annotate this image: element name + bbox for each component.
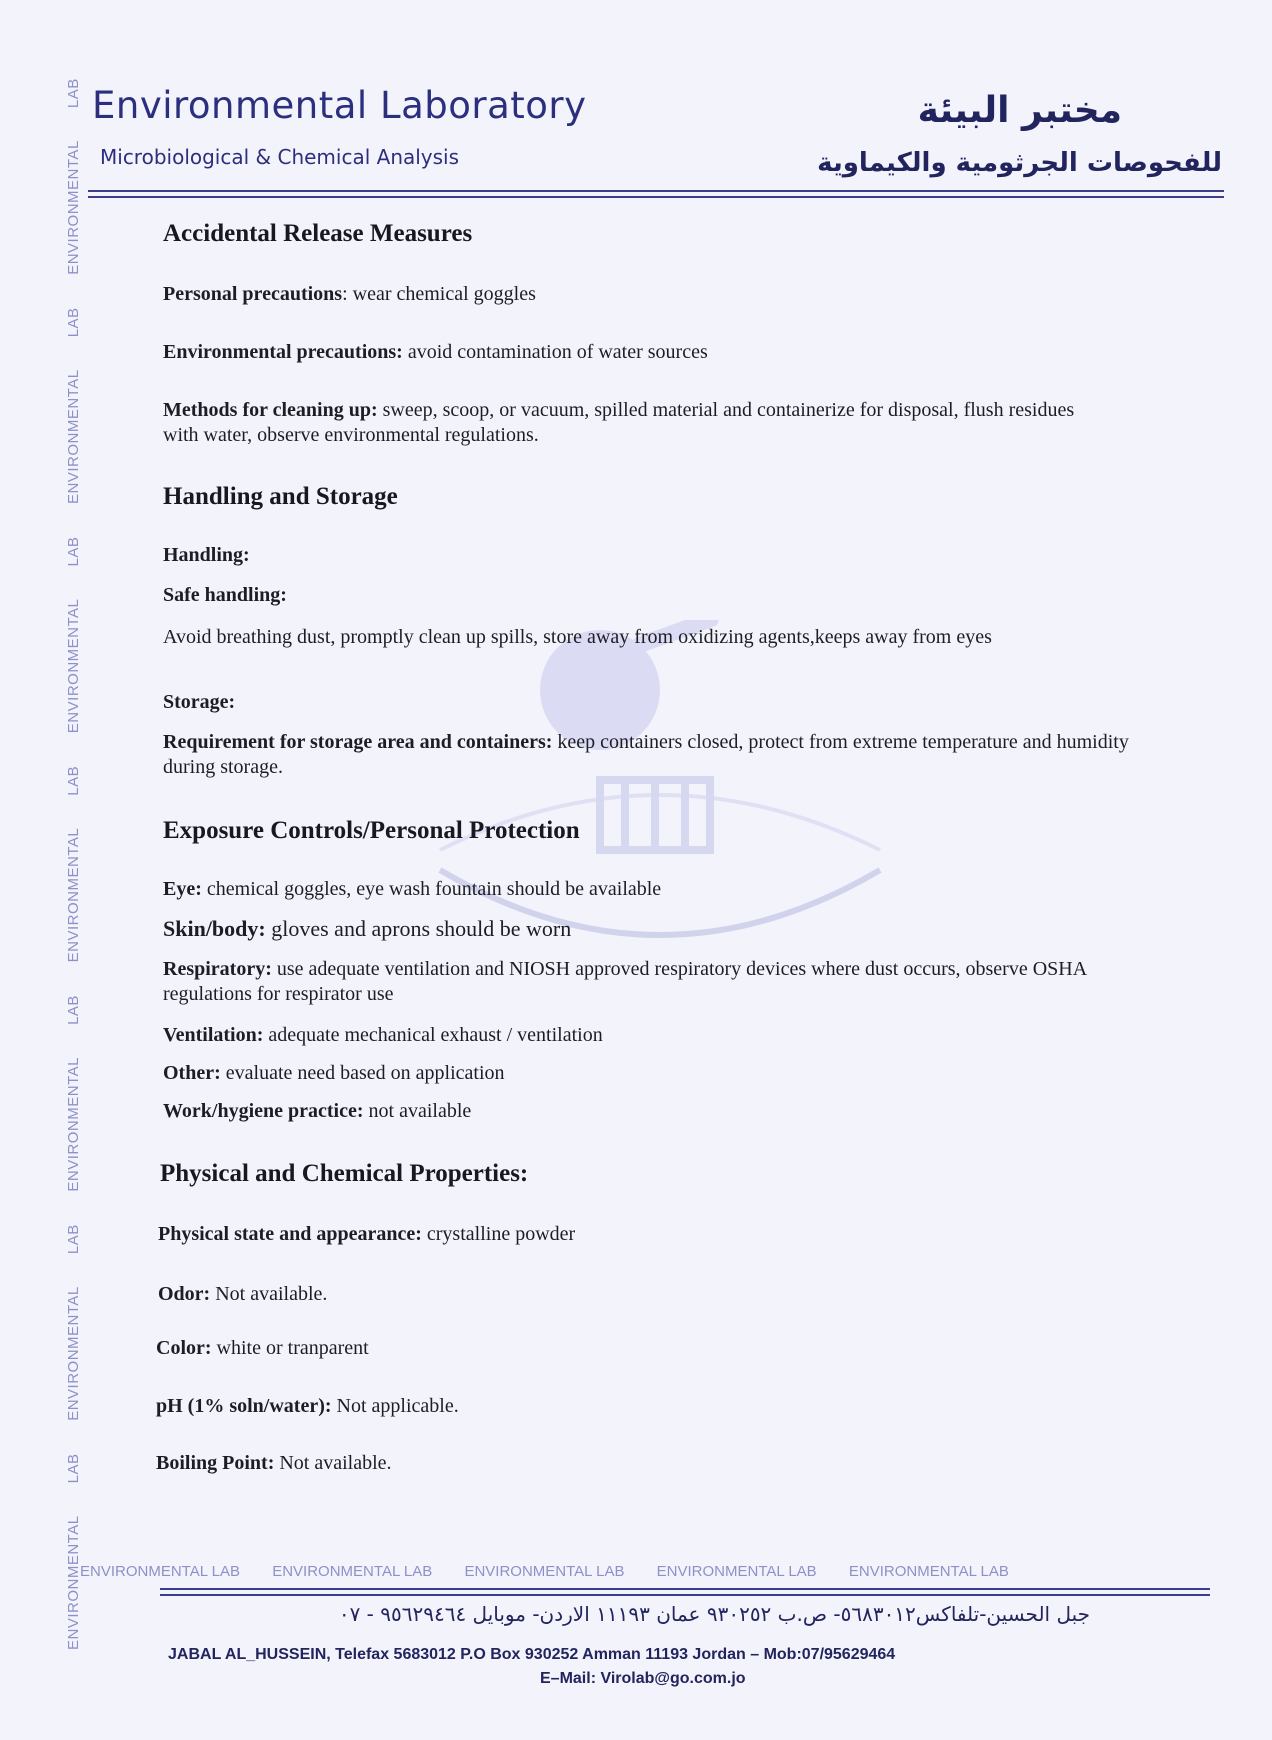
label-color: Color:: [156, 1337, 212, 1359]
environmental-precautions: [163, 340, 1143, 365]
respiratory-protection: [163, 957, 1123, 1007]
label-ph: pH (1% soln/water):: [156, 1395, 332, 1417]
safe-handling-heading: [163, 583, 287, 608]
safe-handling-text: Avoid breathing dust, promptly clean up spills, store away from oxidizing agents,keeps away from eyes: [163, 626, 992, 648]
personal-precautions: [163, 282, 1143, 307]
color: [156, 1336, 1136, 1361]
label-odor: Odor:: [158, 1283, 211, 1305]
value-boiling-point: Not available.: [274, 1452, 392, 1474]
brand-title-english: Environmental Laboratory: [92, 84, 587, 127]
footer-watermark-item: ENVIRONMENTAL LAB: [464, 1563, 625, 1580]
section-title-handling: Handling and Storage: [163, 483, 398, 510]
section-title-exposure: Exposure Controls/Personal Protection: [163, 817, 580, 844]
storage-heading: [163, 690, 235, 715]
handling-heading: [163, 543, 250, 568]
value-ventilation: adequate mechanical exhaust / ventilation: [263, 1024, 603, 1046]
footer-address: JABAL AL_HUSSEIN, Telefax 5683012 P.O Box 930252 Amman 11193 Jordan – Mob:07/95629464: [168, 1646, 896, 1663]
odor: [158, 1282, 1138, 1307]
value-environmental: avoid contamination of water sources: [402, 341, 708, 363]
value-work-hygiene: not available: [363, 1100, 472, 1122]
footer-watermark-item: ENVIRONMENTAL LAB: [656, 1563, 817, 1580]
header-divider-line: [88, 190, 1224, 192]
label-eye: Eye:: [163, 878, 202, 900]
work-hygiene: [163, 1099, 1143, 1124]
footer-watermark-item: ENVIRONMENTAL LAB: [80, 1563, 241, 1580]
label-cleaning: Methods for cleaning up:: [163, 399, 378, 421]
value-other: evaluate need based on application: [220, 1062, 505, 1084]
label-skin: Skin/body:: [163, 916, 266, 941]
footer-watermark-item: ENVIRONMENTAL LAB: [848, 1563, 1009, 1580]
footer-watermark-item: ENVIRONMENTAL LAB: [272, 1563, 433, 1580]
ventilation: [163, 1023, 1143, 1048]
label-handling: Handling:: [163, 544, 250, 566]
footer-divider-line: [160, 1588, 1210, 1590]
value-skin: gloves and aprons should be worn: [265, 916, 572, 941]
value-odor: Not available.: [210, 1283, 328, 1305]
section-title-physical: Physical and Chemical Properties:: [160, 1160, 529, 1187]
brand-title-arabic: مختبر البيئة: [917, 90, 1122, 131]
boiling-point: [156, 1451, 1136, 1476]
value-cleaning: sweep, scoop, or vacuum, spilled material and containerize for disposal, flush residues with water, observe environmental regulations.: [163, 399, 1075, 446]
footer-email: E–Mail: Virolab@go.com.jo: [540, 1670, 746, 1687]
footer-divider-line: [160, 1594, 1210, 1596]
cleaning-methods: [163, 398, 1103, 448]
value-storage-requirement: keep containers closed, protect from extreme temperature and humidity during storage.: [163, 731, 1129, 778]
value-eye: chemical goggles, eye wash fountain should be available: [201, 878, 662, 900]
value-color: white or tranparent: [211, 1337, 369, 1359]
eye-protection: [163, 877, 1143, 902]
ph: [156, 1394, 1136, 1419]
label-personal: Personal precautions: [163, 283, 343, 305]
footer-watermark: [80, 1563, 1230, 1580]
label-respiratory: Respiratory:: [163, 958, 272, 980]
footer-arabic-address: جبل الحسين-تلفاكس٥٦٨٣٠١٢- ص.ب ٩٣٠٢٥٢ عمان ١١١٩٣ الاردن- موبايل ٩٥٦٢٩٤٦٤ - ٠٧: [338, 1602, 1090, 1626]
value-personal: : wear chemical goggles: [342, 283, 536, 305]
label-storage: Storage:: [163, 691, 236, 713]
section-title-accidental: Accidental Release Measures: [163, 220, 473, 247]
label-physical-state: Physical state and appearance:: [158, 1223, 422, 1245]
skin-protection: [163, 916, 1143, 941]
other-protection: [163, 1061, 1143, 1086]
label-boiling-point: Boiling Point:: [156, 1452, 275, 1474]
storage-requirement: [163, 730, 1143, 780]
brand-subtitle-english: Microbiological & Chemical Analysis: [100, 145, 460, 169]
side-watermark-text: ENVIRONMENTAL LAB ENVIRONMENTAL LAB ENVIRONMENTAL LAB ENVIRONMENTAL LAB ENVIRONMENTAL LAB ENVIRONMENTAL LAB ENVIRONMENTAL LAB: [65, 78, 82, 1650]
header-divider-line: [88, 196, 1224, 198]
side-watermark-strip: [58, 70, 88, 1650]
label-other: Other:: [163, 1062, 221, 1084]
value-respiratory: use adequate ventilation and NIOSH approved respiratory devices where dust occurs, observe OSHA regulations for respirator use: [163, 958, 1087, 1005]
label-environmental: Environmental precautions:: [163, 341, 403, 363]
label-ventilation: Ventilation:: [163, 1024, 264, 1046]
label-storage-requirement: Requirement for storage area and containers:: [163, 731, 553, 753]
label-safe-handling: Safe handling:: [163, 584, 287, 606]
brand-subtitle-arabic: للفحوصات الجرثومية والكيماوية: [817, 148, 1222, 178]
physical-state: [158, 1222, 1138, 1247]
value-ph: Not applicable.: [331, 1395, 459, 1417]
value-physical-state: crystalline powder: [421, 1223, 576, 1245]
label-work-hygiene: Work/hygiene practice:: [163, 1100, 364, 1122]
